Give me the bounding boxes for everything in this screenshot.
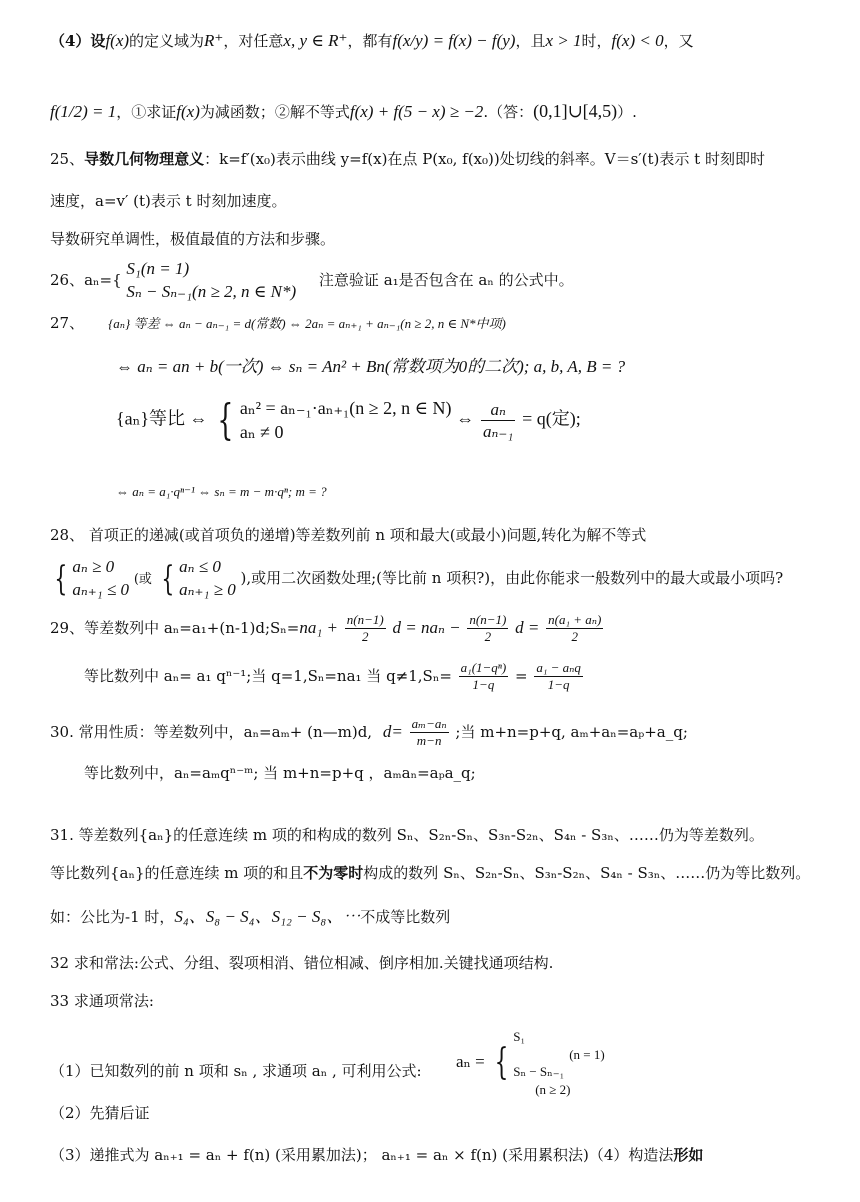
- text: （3）递推式为 aₙ₊₁ = aₙ + f(n) (采用累加法)； aₙ₊₁ = aₙ × f(n) (采用累积法)（4）构造法: [50, 1146, 674, 1164]
- item-27-line-4: [116, 482, 830, 501]
- fraction: [546, 612, 603, 646]
- item-number: 26、aₙ={: [50, 270, 122, 289]
- item-28-line-2: [50, 556, 830, 602]
- denominator: aₙ₋₁: [483, 421, 514, 441]
- item-29-line-1: [50, 612, 830, 646]
- case-1: aₙ ≤ 0: [179, 557, 221, 576]
- item-number: 27、: [50, 314, 85, 332]
- fraction: [410, 716, 449, 750]
- case-1-cond: (n = 1): [569, 1046, 605, 1062]
- text: 29、等差数列中 aₙ=a₁+(n-1)d;Sₙ=: [50, 618, 300, 637]
- math-expression: {aₙ} 等差 ⇔ aₙ − aₙ₋₁ = d(常数) ⇔ 2aₙ = aₙ₊₁ + aₙ₋₁(n ≥ 2, n ∈ N*中项): [108, 316, 506, 331]
- bold-text: 形如: [673, 1146, 704, 1164]
- case-2: aₙ₊₁ ≥ 0: [179, 579, 236, 599]
- denominator: 1−q: [547, 677, 570, 693]
- text: .（答：: [483, 103, 534, 121]
- item-30-line-1: [50, 716, 830, 750]
- item-31-line-2: [50, 864, 830, 883]
- text: =: [515, 666, 528, 685]
- fraction: [345, 612, 386, 646]
- math: S₄、S₈ − S₄、S₁₂ − S₈、⋯: [174, 907, 361, 926]
- denominator: m−n: [416, 733, 442, 749]
- item-25-line-2: 速度，a=v′ (t)表示 t 时刻加速度。: [50, 192, 287, 210]
- item-number: 25、: [50, 150, 85, 168]
- math: d = naₙ −: [392, 617, 461, 637]
- text: ，又: [663, 32, 694, 50]
- math-xy: x, y ∈ R⁺: [283, 31, 348, 50]
- text: 30. 常用性质：等差数列中，aₙ=aₘ+ (n—m)d,: [50, 722, 373, 741]
- case-1: aₙ ≥ 0: [72, 557, 115, 576]
- math-x-gt-1: x > 1: [545, 31, 582, 50]
- math: na₁ +: [299, 617, 338, 637]
- text: 等比数列中 aₙ= a₁ qⁿ⁻¹;当 q=1,Sₙ=na₁ 当 q≠1,Sₙ=: [84, 666, 452, 685]
- cases-formula: [126, 258, 296, 304]
- case-1: aₙ² = aₙ₋₁·aₙ₊₁(n ≥ 2, n ∈ N): [239, 398, 452, 418]
- note: 注意验证 a₁是否包含在 aₙ 的公式中。: [318, 270, 574, 289]
- numerator: a₁(1−qⁿ): [459, 660, 509, 677]
- math: aₙ =: [456, 1052, 485, 1072]
- math: d =: [515, 617, 540, 637]
- left-brace: {: [494, 1042, 508, 1084]
- item-27-line-1: [50, 314, 830, 333]
- item-26: [50, 258, 830, 304]
- bold-heading: 导数几何物理意义: [84, 150, 205, 168]
- case-1: S₁: [513, 1029, 525, 1044]
- text: 如：公比为-1 时，: [50, 908, 175, 926]
- denominator: 2: [571, 629, 578, 645]
- item-32: 32 求和常法:公式、分组、裂项相消、错位相减、倒序相加.关键找通项结构.: [50, 954, 554, 972]
- math-functional-eq: f(x/y) = f(x) − f(y): [392, 31, 516, 50]
- text: 时，: [581, 32, 612, 50]
- item-25-line-1: [50, 150, 830, 169]
- numerator: aₙ: [481, 399, 515, 421]
- math-rplus: R⁺: [204, 31, 224, 50]
- item-33-2: （2）先猜后证: [50, 1104, 150, 1122]
- bold-text: 不为零时: [303, 864, 364, 882]
- denominator: 2: [362, 629, 369, 645]
- text: 构成的数列 Sₙ、S₂ₙ-Sₙ、S₃ₙ-S₂ₙ、S₄ₙ - S₃ₙ、……仍为等比数列。: [363, 864, 811, 882]
- case-2: Sₙ − Sₙ₋₁: [513, 1064, 565, 1080]
- numerator: a₁ − aₙq: [534, 660, 583, 677]
- case-1: S₁(n = 1): [126, 259, 190, 278]
- math-text: ⇔: [456, 408, 475, 429]
- problem-4-label: （4）设: [50, 32, 106, 50]
- text: 不成等比数列: [360, 908, 451, 926]
- text: ，对任意: [223, 32, 284, 50]
- cases-2: [179, 556, 236, 602]
- numerator: aₘ−aₙ: [410, 716, 449, 733]
- answer-interval: (0,1]∪[4,5): [533, 101, 618, 121]
- cases-1: [72, 556, 129, 602]
- math-f-half: f(1/2) = 1: [50, 102, 117, 121]
- text: 等比数列{aₙ}的任意连续 m 项的和且: [50, 864, 304, 882]
- item-27-line-2: [116, 356, 830, 377]
- text: 的定义域为: [129, 32, 205, 50]
- cases-formula: [240, 396, 452, 445]
- math-fx: f(x): [105, 31, 130, 50]
- math-text: = q(定);: [522, 408, 581, 429]
- item-31-line-1: 31. 等差数列{aₙ}的任意连续 m 项的和构成的数列 Sₙ、S₂ₙ-Sₙ、S₃ₙ-S₂ₙ、S₄ₙ - S₃ₙ、……仍为等差数列。: [50, 826, 764, 844]
- case-2: aₙ₊₁ ≤ 0: [72, 579, 130, 599]
- math: d=: [382, 721, 403, 741]
- numerator: n(n−1): [467, 612, 508, 629]
- numerator: n(a₁ + aₙ): [546, 612, 603, 629]
- denominator: 1−q: [472, 677, 495, 693]
- case-2: aₙ ≠ 0: [239, 422, 284, 443]
- math-expression: ⇔ aₙ = a₁·qⁿ⁻¹ ⇔ sₙ = m − m·qⁿ; m = ?: [116, 484, 327, 499]
- case-2: Sₙ − Sₙ₋₁(n ≥ 2, n ∈ N*): [126, 281, 297, 301]
- problem-4-line-1: [50, 30, 830, 51]
- text: ）.: [617, 103, 637, 121]
- text: ，①求证: [116, 103, 177, 121]
- case-2-cond: (n ≥ 2): [535, 1081, 571, 1097]
- fraction: [467, 612, 508, 646]
- problem-4-line-2: [50, 100, 830, 123]
- math-expression: ⇔ aₙ = an + b(一次) ⇔ sₙ = An² + Bn(常数项为0的二次); a, b, A, B = ?: [116, 357, 626, 376]
- fraction: [534, 660, 583, 694]
- item-28-line-1: 28、 首项正的递减(或首项负的递增)等差数列前 n 项和最大(或最小)问题,转化为解不等式: [50, 526, 647, 544]
- math-fx: f(x): [176, 102, 200, 121]
- item-29-line-2: [84, 660, 830, 694]
- text: ：k=f′(x₀)表示曲线 y=f(x)在点 P(x₀, f(x₀))处切线的斜率。V＝s′(t)表示 t 时刻即时: [204, 150, 765, 168]
- fraction: [459, 660, 509, 694]
- math-text: {aₙ}等比 ⇔: [116, 408, 208, 429]
- left-brace: {: [54, 558, 68, 599]
- item-30-line-2: 等比数列中，aₙ=aₘqⁿ⁻ᵐ; 当 m+n=p+q ，aₘaₙ=aₚa_q;: [84, 764, 476, 782]
- item-33-heading: 33 求通项常法:: [50, 992, 154, 1010]
- math-fx-lt-0: f(x) < 0: [611, 31, 664, 50]
- fraction: [481, 399, 515, 443]
- text: (或: [133, 571, 152, 587]
- item-33-3: [50, 1146, 830, 1165]
- text: 为减函数；②解不等式: [199, 103, 350, 121]
- item-31-line-3: [50, 906, 830, 927]
- math-inequality: f(x) + f(5 − x) ≥ −2: [349, 102, 484, 121]
- numerator: n(n−1): [345, 612, 386, 629]
- denominator: 2: [484, 629, 492, 645]
- item-33-1: （1）已知数列的前 n 项和 sₙ , 求通项 aₙ , 可利用公式:: [50, 1062, 422, 1080]
- text: ，且: [515, 32, 546, 50]
- text: ),或用二次函数处理;(等比前 n 项积?)，由此你能求一般数列中的最大或最小项吗?: [240, 568, 784, 587]
- left-brace: {: [161, 558, 174, 599]
- text: ，都有: [347, 32, 393, 50]
- text: ;当 m+n=p+q, aₘ+aₙ=aₚ+a_q;: [455, 722, 688, 741]
- item-27-line-3: [116, 396, 830, 445]
- item-25-line-3: 导数研究单调性，极值最值的方法和步骤。: [50, 230, 336, 248]
- left-brace: {: [217, 395, 234, 445]
